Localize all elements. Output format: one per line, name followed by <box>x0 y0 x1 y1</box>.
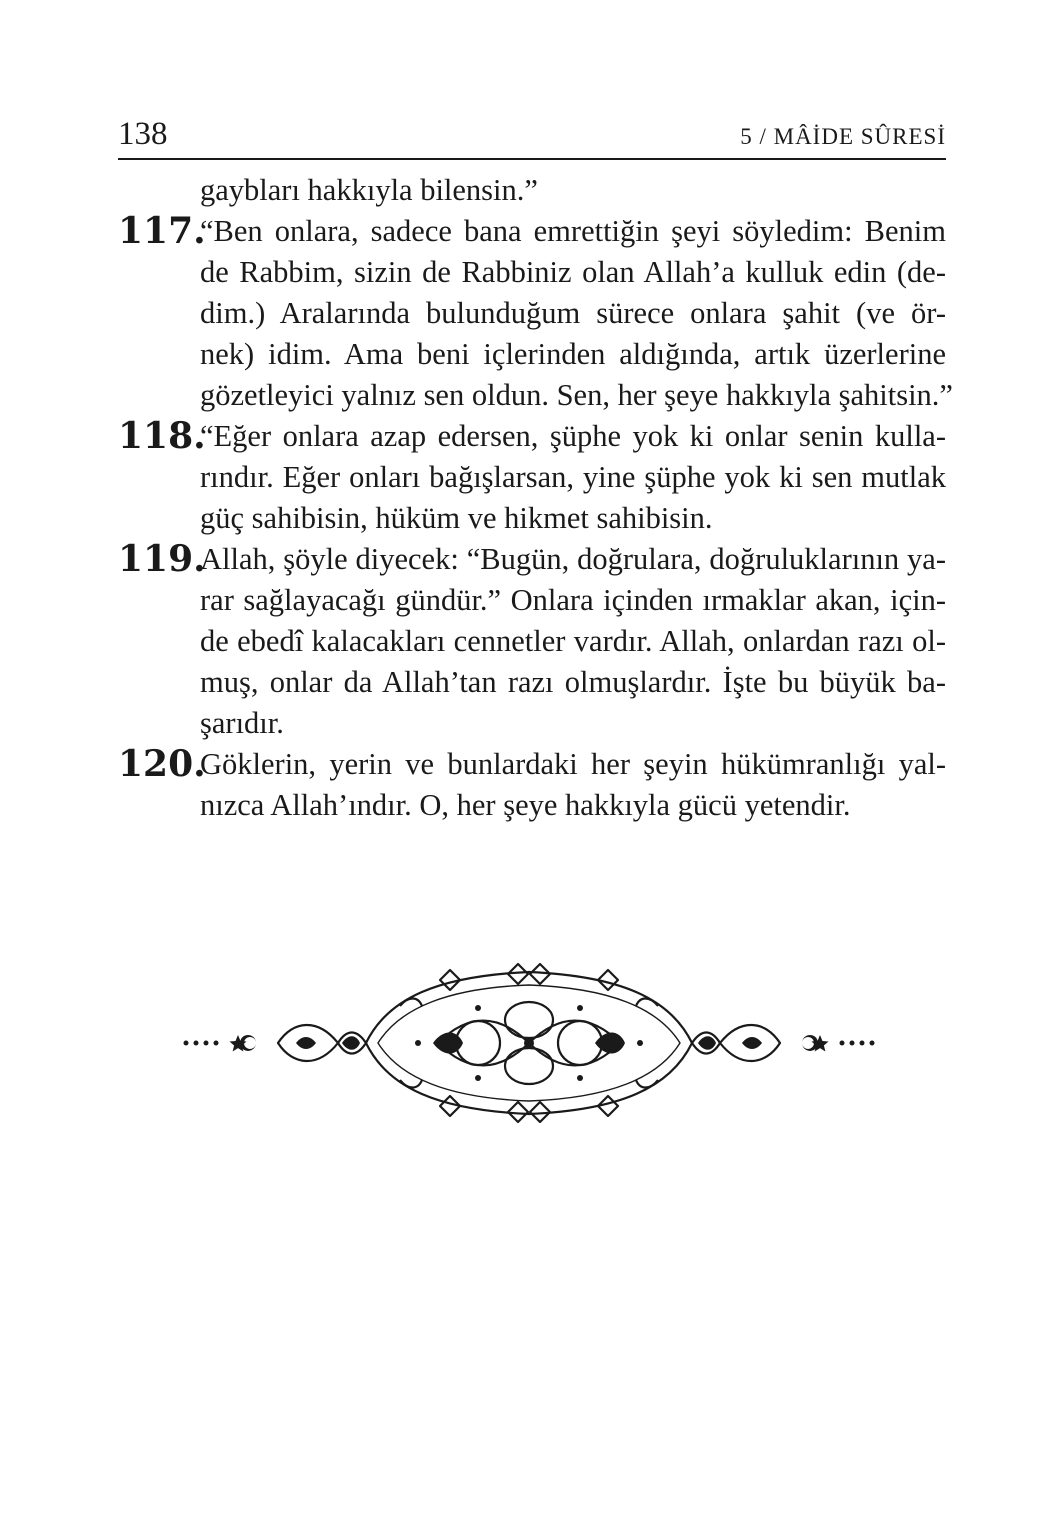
verse-line: rar sağlayacağı gündür.” Onlara içinden ırmaklar akan, için- <box>200 583 946 617</box>
verse-line: gaybları hakkıyla bilensin.” <box>200 173 538 207</box>
verse-line: 120. Göklerin, yerin ve bunlardaki her şeyin hükümranlığı yal- <box>118 743 946 785</box>
verse-line: nek) idim. Ama beni içlerinden aldığında, artık üzerlerine <box>200 337 946 371</box>
verse-line: dim.) Aralarında bulunduğum sürece onlara şahit (ve ör- <box>200 296 946 330</box>
verse-line: de Rabbim, sizin de Rabbiniz olan Allah’a kulluk edin (de- <box>200 255 946 289</box>
page-number: 138 <box>118 116 168 152</box>
verse-line: rındır. Eğer onları bağışlarsan, yine şüphe yok ki sen mutlak <box>200 460 946 494</box>
running-title: 5 / MÂİDE SÛRESİ <box>740 124 946 149</box>
verse-line: gözetleyici yalnız sen oldun. Sen, her şeye hakkıyla şahitsin.” <box>200 378 953 412</box>
verse-line: 117. “Ben onlara, sadece bana emrettiğin şeyi söyledim: Benim <box>118 210 946 252</box>
verse-number: 120. <box>118 743 206 785</box>
verse-line: muş, onlar da Allah’tan razı olmuşlardır. İşte bu büyük ba- <box>200 665 946 699</box>
verse-line: güç sahibisin, hüküm ve hikmet sahibisin. <box>200 501 713 535</box>
verse-line: şarıdır. <box>200 706 284 740</box>
floral-ornament-icon <box>178 958 880 1128</box>
verse-number: 117. <box>118 210 206 252</box>
verse-line: 118. “Eğer onlara azap edersen, şüphe yok ki onlar senin kulla- <box>118 415 946 457</box>
page-header <box>118 112 946 160</box>
verse-line: de ebedî kalacakları cennetler vardır. Allah, onlardan razı ol- <box>200 624 946 658</box>
verse-number: 118. <box>118 415 206 457</box>
verse-number: 119. <box>118 538 206 580</box>
verse-line: 119. Allah, şöyle diyecek: “Bugün, doğrulara, doğruluklarının ya- <box>118 538 946 580</box>
verse-line: nızca Allah’ındır. O, her şeye hakkıyla gücü yetendir. <box>200 788 851 822</box>
page-body <box>118 170 953 826</box>
